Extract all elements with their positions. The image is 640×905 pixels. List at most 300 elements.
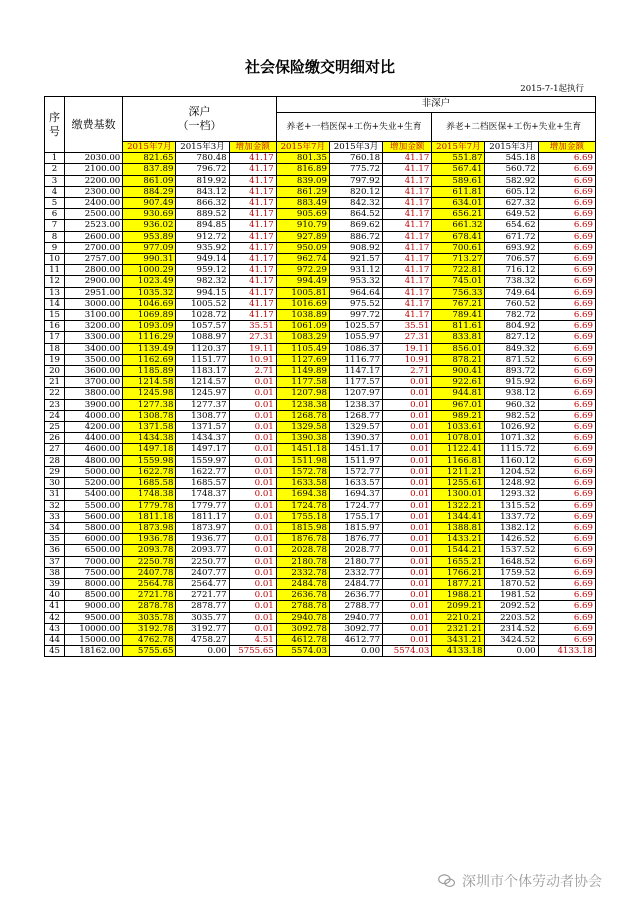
table-cell: 3000.00 xyxy=(65,298,123,309)
table-cell: 864.52 xyxy=(329,209,382,220)
table-cell: 1748.38 xyxy=(123,489,176,500)
table-cell: 0.01 xyxy=(383,590,432,601)
table-cell: 2332.78 xyxy=(276,567,329,578)
effective-date: 2015-7-1起执行 xyxy=(520,84,584,94)
table-cell: 41.17 xyxy=(229,298,276,309)
table-cell: 706.57 xyxy=(485,254,538,265)
table-cell: 856.01 xyxy=(432,343,485,354)
table-cell: 589.61 xyxy=(432,175,485,186)
table-cell: 921.57 xyxy=(329,254,382,265)
table-cell: 3600.00 xyxy=(65,366,123,377)
table-cell: 27.31 xyxy=(229,332,276,343)
table-cell: 869.62 xyxy=(329,220,382,231)
table-cell: 0.01 xyxy=(383,489,432,500)
table-cell: 6.69 xyxy=(538,276,595,287)
table-cell: 1038.89 xyxy=(276,310,329,321)
table-cell: 6.69 xyxy=(538,578,595,589)
table-cell: 756.33 xyxy=(432,287,485,298)
table-cell: 3424.52 xyxy=(485,634,538,645)
table-cell: 1177.57 xyxy=(329,377,382,388)
table-cell: 671.72 xyxy=(485,231,538,242)
table-cell: 2100.00 xyxy=(65,164,123,175)
table-cell: 1162.69 xyxy=(123,354,176,365)
table-cell: 1685.57 xyxy=(176,478,229,489)
table-cell: 994.15 xyxy=(176,287,229,298)
table-cell: 3800.00 xyxy=(65,388,123,399)
table-cell: 3192.78 xyxy=(123,623,176,634)
table-cell: 0.01 xyxy=(383,522,432,533)
table-cell: 935.92 xyxy=(176,242,229,253)
table-cell: 41.17 xyxy=(383,175,432,186)
table-cell: 16 xyxy=(45,321,65,332)
table-row xyxy=(45,287,596,298)
table-cell: 0.01 xyxy=(229,567,276,578)
table-cell: 1248.92 xyxy=(485,478,538,489)
table-cell: 910.79 xyxy=(276,220,329,231)
table-cell: 1207.97 xyxy=(329,388,382,399)
table-cell: 6.69 xyxy=(538,422,595,433)
table-cell: 3500.00 xyxy=(65,354,123,365)
table-cell: 1147.17 xyxy=(329,366,382,377)
table-cell: 1724.78 xyxy=(276,500,329,511)
table-row xyxy=(45,242,596,253)
table-cell: 41.17 xyxy=(383,186,432,197)
table-cell: 0.00 xyxy=(485,646,538,657)
table-cell: 1694.38 xyxy=(276,489,329,500)
table-cell: 6.69 xyxy=(538,377,595,388)
table-cell: 41.17 xyxy=(229,220,276,231)
table-cell: 41.17 xyxy=(229,198,276,209)
table-row xyxy=(45,500,596,511)
table-cell: 1149.89 xyxy=(276,366,329,377)
table-cell: 2407.78 xyxy=(123,567,176,578)
table-cell: 0.01 xyxy=(383,433,432,444)
header-group1: 养老+一档医保+工伤+失业+生育 xyxy=(276,113,432,142)
table-cell: 7500.00 xyxy=(65,567,123,578)
table-cell: 1308.78 xyxy=(123,410,176,421)
table-cell: 3431.21 xyxy=(432,634,485,645)
comparison-table xyxy=(44,96,596,657)
table-row xyxy=(45,578,596,589)
table-cell: 1876.78 xyxy=(276,534,329,545)
table-cell: 716.12 xyxy=(485,265,538,276)
table-cell: 1322.21 xyxy=(432,500,485,511)
table-cell: 6.69 xyxy=(538,231,595,242)
table-cell: 1694.37 xyxy=(329,489,382,500)
table-cell: 1329.57 xyxy=(329,422,382,433)
table-cell: 1755.17 xyxy=(329,511,382,522)
table-cell: 827.12 xyxy=(485,332,538,343)
table-cell: 6.69 xyxy=(538,410,595,421)
table-cell: 801.35 xyxy=(276,153,329,164)
table-cell: 2951.00 xyxy=(65,287,123,298)
table-cell: 6.69 xyxy=(538,489,595,500)
table-cell: 9 xyxy=(45,242,65,253)
table-cell: 6.69 xyxy=(538,634,595,645)
table-cell: 1434.38 xyxy=(123,433,176,444)
table-cell: 1120.37 xyxy=(176,343,229,354)
table-cell: 782.72 xyxy=(485,310,538,321)
table-cell: 14 xyxy=(45,298,65,309)
table-row xyxy=(45,534,596,545)
table-cell: 2484.78 xyxy=(276,578,329,589)
table-cell: 804.92 xyxy=(485,321,538,332)
table-cell: 1277.37 xyxy=(176,399,229,410)
table-cell: 3092.77 xyxy=(329,623,382,634)
header-jul: 2015年7月 xyxy=(276,142,329,153)
table-cell: 0.01 xyxy=(229,422,276,433)
table-cell: 6.69 xyxy=(538,511,595,522)
table-cell: 6.69 xyxy=(538,478,595,489)
table-cell: 1371.57 xyxy=(176,422,229,433)
header-inc: 增加金额 xyxy=(538,142,595,153)
table-cell: 2700.00 xyxy=(65,242,123,253)
table-cell: 0.01 xyxy=(229,444,276,455)
table-cell: 41.17 xyxy=(229,242,276,253)
table-cell: 1214.58 xyxy=(123,377,176,388)
table-cell: 1511.97 xyxy=(329,455,382,466)
table-cell: 19.11 xyxy=(229,343,276,354)
table-cell: 842.32 xyxy=(329,198,382,209)
table-cell: 41.17 xyxy=(383,220,432,231)
table-cell: 1 xyxy=(45,153,65,164)
table-cell: 0.01 xyxy=(229,399,276,410)
table-cell: 1537.52 xyxy=(485,545,538,556)
table-cell: 1451.17 xyxy=(329,444,382,455)
table-cell: 4133.18 xyxy=(432,646,485,657)
table-cell: 2030.00 xyxy=(65,153,123,164)
table-cell: 1277.38 xyxy=(123,399,176,410)
table-cell: 30 xyxy=(45,478,65,489)
table-cell: 2900.00 xyxy=(65,276,123,287)
table-cell: 24 xyxy=(45,410,65,421)
header-shenhu xyxy=(123,97,277,142)
table-cell: 5755.65 xyxy=(123,646,176,657)
table-cell: 1033.61 xyxy=(432,422,485,433)
table-cell: 41 xyxy=(45,601,65,612)
table-cell: 2564.78 xyxy=(123,578,176,589)
table-row xyxy=(45,612,596,623)
table-cell: 41.17 xyxy=(229,254,276,265)
table-cell: 0.01 xyxy=(383,556,432,567)
table-cell: 2788.78 xyxy=(276,601,329,612)
table-cell: 41.17 xyxy=(229,310,276,321)
table-cell: 31 xyxy=(45,489,65,500)
table-cell: 1177.58 xyxy=(276,377,329,388)
table-cell: 1069.89 xyxy=(123,310,176,321)
table-cell: 1390.38 xyxy=(276,433,329,444)
table-cell: 2757.00 xyxy=(65,254,123,265)
table-cell: 2210.21 xyxy=(432,612,485,623)
table-cell: 967.01 xyxy=(432,399,485,410)
table-cell: 0.01 xyxy=(383,601,432,612)
table-cell: 18 xyxy=(45,343,65,354)
table-cell: 4000.00 xyxy=(65,410,123,421)
table-row xyxy=(45,186,596,197)
table-cell: 10.91 xyxy=(383,354,432,365)
table-cell: 0.01 xyxy=(229,612,276,623)
table-cell: 949.14 xyxy=(176,254,229,265)
table-cell: 861.09 xyxy=(123,175,176,186)
table-cell: 938.12 xyxy=(485,388,538,399)
table-cell: 3300.00 xyxy=(65,332,123,343)
table-cell: 977.09 xyxy=(123,242,176,253)
table-cell: 6.69 xyxy=(538,545,595,556)
table-cell: 1544.21 xyxy=(432,545,485,556)
table-cell: 1724.77 xyxy=(329,500,382,511)
table-cell: 1300.01 xyxy=(432,489,485,500)
table-cell: 32 xyxy=(45,500,65,511)
header-feishenhu: 非深户 xyxy=(276,97,595,113)
table-row xyxy=(45,332,596,343)
table-cell: 0.01 xyxy=(229,377,276,388)
table-cell: 1936.78 xyxy=(123,534,176,545)
table-cell: 41.17 xyxy=(383,164,432,175)
table-cell: 0.01 xyxy=(383,534,432,545)
table-cell: 6.69 xyxy=(538,601,595,612)
table-cell: 4758.27 xyxy=(176,634,229,645)
table-cell: 886.72 xyxy=(329,231,382,242)
table-cell: 41.17 xyxy=(383,298,432,309)
table-cell: 8000.00 xyxy=(65,578,123,589)
table-cell: 1166.81 xyxy=(432,455,485,466)
table-cell: 611.81 xyxy=(432,186,485,197)
table-cell: 0.01 xyxy=(229,511,276,522)
table-cell: 6.69 xyxy=(538,590,595,601)
table-row xyxy=(45,209,596,220)
table-cell: 0.01 xyxy=(229,500,276,511)
table-cell: 972.29 xyxy=(276,265,329,276)
table-cell: 42 xyxy=(45,612,65,623)
table-cell: 944.81 xyxy=(432,388,485,399)
table-cell: 35 xyxy=(45,534,65,545)
table-cell: 989.21 xyxy=(432,410,485,421)
table-cell: 6.69 xyxy=(538,242,595,253)
table-cell: 994.49 xyxy=(276,276,329,287)
table-cell: 1005.81 xyxy=(276,287,329,298)
table-cell: 45 xyxy=(45,646,65,657)
table-cell: 2203.52 xyxy=(485,612,538,623)
table-cell: 0.01 xyxy=(383,612,432,623)
table-cell: 0.01 xyxy=(383,422,432,433)
table-cell: 0.01 xyxy=(383,444,432,455)
table-cell: 0.01 xyxy=(383,388,432,399)
table-cell: 1255.61 xyxy=(432,478,485,489)
table-cell: 41.17 xyxy=(383,209,432,220)
table-cell: 34 xyxy=(45,522,65,533)
table-cell: 19 xyxy=(45,354,65,365)
table-cell: 962.74 xyxy=(276,254,329,265)
table-cell: 2407.77 xyxy=(176,567,229,578)
table-cell: 1759.52 xyxy=(485,567,538,578)
table-row xyxy=(45,522,596,533)
table-cell: 1268.77 xyxy=(329,410,382,421)
table-cell: 2028.78 xyxy=(276,545,329,556)
table-cell: 2250.77 xyxy=(176,556,229,567)
table-cell: 1055.97 xyxy=(329,332,382,343)
table-cell: 0.01 xyxy=(229,545,276,556)
table-cell: 982.52 xyxy=(485,410,538,421)
table-row xyxy=(45,220,596,231)
table-cell: 6500.00 xyxy=(65,545,123,556)
table-cell: 0.01 xyxy=(229,466,276,477)
table-row xyxy=(45,310,596,321)
table-cell: 2500.00 xyxy=(65,209,123,220)
table-cell: 41.17 xyxy=(383,198,432,209)
table-cell: 820.12 xyxy=(329,186,382,197)
table-cell: 915.92 xyxy=(485,377,538,388)
table-cell: 833.81 xyxy=(432,332,485,343)
table-cell: 796.72 xyxy=(176,164,229,175)
table-cell: 0.00 xyxy=(329,646,382,657)
table-cell: 953.32 xyxy=(329,276,382,287)
table-cell: 1382.12 xyxy=(485,522,538,533)
table-cell: 1873.97 xyxy=(176,522,229,533)
table-cell: 13 xyxy=(45,287,65,298)
table-cell: 41.17 xyxy=(383,287,432,298)
table-cell: 5400.00 xyxy=(65,489,123,500)
table-cell: 6.69 xyxy=(538,298,595,309)
table-cell: 1204.52 xyxy=(485,466,538,477)
table-cell: 5574.03 xyxy=(276,646,329,657)
table-cell: 1023.49 xyxy=(123,276,176,287)
table-cell: 6.69 xyxy=(538,556,595,567)
table-cell: 0.01 xyxy=(229,489,276,500)
table-cell: 4800.00 xyxy=(65,455,123,466)
table-cell: 1451.18 xyxy=(276,444,329,455)
table-cell: 4400.00 xyxy=(65,433,123,444)
table-cell: 1183.17 xyxy=(176,366,229,377)
table-cell: 39 xyxy=(45,578,65,589)
table-cell: 1648.52 xyxy=(485,556,538,567)
table-cell: 1390.37 xyxy=(329,433,382,444)
table-cell: 0.01 xyxy=(383,578,432,589)
table-cell: 3192.77 xyxy=(176,623,229,634)
table-cell: 28 xyxy=(45,455,65,466)
table-cell: 38 xyxy=(45,567,65,578)
table-row xyxy=(45,198,596,209)
table-cell: 22 xyxy=(45,388,65,399)
table-cell: 41.17 xyxy=(383,231,432,242)
header-seq: 序号 xyxy=(45,97,65,153)
table-cell: 5200.00 xyxy=(65,478,123,489)
table-cell: 41.17 xyxy=(229,287,276,298)
table-cell: 0.01 xyxy=(383,634,432,645)
table-cell: 41.17 xyxy=(229,231,276,242)
table-cell: 10000.00 xyxy=(65,623,123,634)
table-cell: 0.01 xyxy=(229,522,276,533)
table-cell: 843.12 xyxy=(176,186,229,197)
table-cell: 1016.69 xyxy=(276,298,329,309)
table-cell: 960.32 xyxy=(485,399,538,410)
table-cell: 1633.57 xyxy=(329,478,382,489)
table-row xyxy=(45,455,596,466)
table-cell: 2878.78 xyxy=(123,601,176,612)
table-cell: 693.92 xyxy=(485,242,538,253)
table-cell: 893.72 xyxy=(485,366,538,377)
table-cell: 1160.12 xyxy=(485,455,538,466)
table-cell: 2332.77 xyxy=(329,567,382,578)
table-cell: 4612.77 xyxy=(329,634,382,645)
table-cell: 23 xyxy=(45,399,65,410)
table-cell: 2092.52 xyxy=(485,601,538,612)
table-cell: 36 xyxy=(45,545,65,556)
table-cell: 745.01 xyxy=(432,276,485,287)
table-cell: 1116.29 xyxy=(123,332,176,343)
table-cell: 6.69 xyxy=(538,433,595,444)
table-cell: 1434.37 xyxy=(176,433,229,444)
header-mar: 2015年3月 xyxy=(329,142,382,153)
table-cell: 905.69 xyxy=(276,209,329,220)
table-cell: 1873.98 xyxy=(123,522,176,533)
table-cell: 1779.78 xyxy=(123,500,176,511)
table-cell: 1876.77 xyxy=(329,534,382,545)
table-cell: 6.69 xyxy=(538,265,595,276)
table-cell: 1000.29 xyxy=(123,265,176,276)
table-cell: 43 xyxy=(45,623,65,634)
table-row xyxy=(45,175,596,186)
table-cell: 1005.52 xyxy=(176,298,229,309)
table-cell: 627.32 xyxy=(485,198,538,209)
table-row xyxy=(45,276,596,287)
table-row xyxy=(45,366,596,377)
table-cell: 837.89 xyxy=(123,164,176,175)
table-cell: 912.72 xyxy=(176,231,229,242)
table-cell: 6.69 xyxy=(538,522,595,533)
table-cell: 1748.37 xyxy=(176,489,229,500)
table-cell: 2523.00 xyxy=(65,220,123,231)
table-cell: 1086.37 xyxy=(329,343,382,354)
header-jul: 2015年7月 xyxy=(432,142,485,153)
table-cell: 2.71 xyxy=(383,366,432,377)
table-cell: 883.49 xyxy=(276,198,329,209)
table-cell: 1622.78 xyxy=(123,466,176,477)
table-row xyxy=(45,298,596,309)
table-cell: 722.81 xyxy=(432,265,485,276)
table-cell: 775.72 xyxy=(329,164,382,175)
table-cell: 6.69 xyxy=(538,455,595,466)
table-cell: 9500.00 xyxy=(65,612,123,623)
table-cell: 1337.72 xyxy=(485,511,538,522)
table-cell: 18162.00 xyxy=(65,646,123,657)
table-cell: 5500.00 xyxy=(65,500,123,511)
table-cell: 2721.78 xyxy=(123,590,176,601)
table-cell: 1633.58 xyxy=(276,478,329,489)
table-cell: 6.69 xyxy=(538,287,595,298)
table-row xyxy=(45,489,596,500)
table-cell: 2180.77 xyxy=(329,556,382,567)
table-cell: 41.17 xyxy=(229,186,276,197)
table-cell: 8 xyxy=(45,231,65,242)
table-cell: 0.01 xyxy=(229,590,276,601)
table-row xyxy=(45,265,596,276)
table-cell: 6.69 xyxy=(538,209,595,220)
table-cell: 37 xyxy=(45,556,65,567)
table-cell: 3200.00 xyxy=(65,321,123,332)
table-row xyxy=(45,321,596,332)
table-cell: 1139.49 xyxy=(123,343,176,354)
table-cell: 0.00 xyxy=(176,646,229,657)
table-cell: 2878.77 xyxy=(176,601,229,612)
table-cell: 4.51 xyxy=(229,634,276,645)
table-row xyxy=(45,410,596,421)
table-cell: 0.01 xyxy=(383,545,432,556)
table-cell: 1572.78 xyxy=(276,466,329,477)
table-cell: 789.41 xyxy=(432,310,485,321)
table-cell: 927.89 xyxy=(276,231,329,242)
page-title: 社会保险缴交明细对比 xyxy=(244,58,395,76)
table-cell: 0.01 xyxy=(383,399,432,410)
